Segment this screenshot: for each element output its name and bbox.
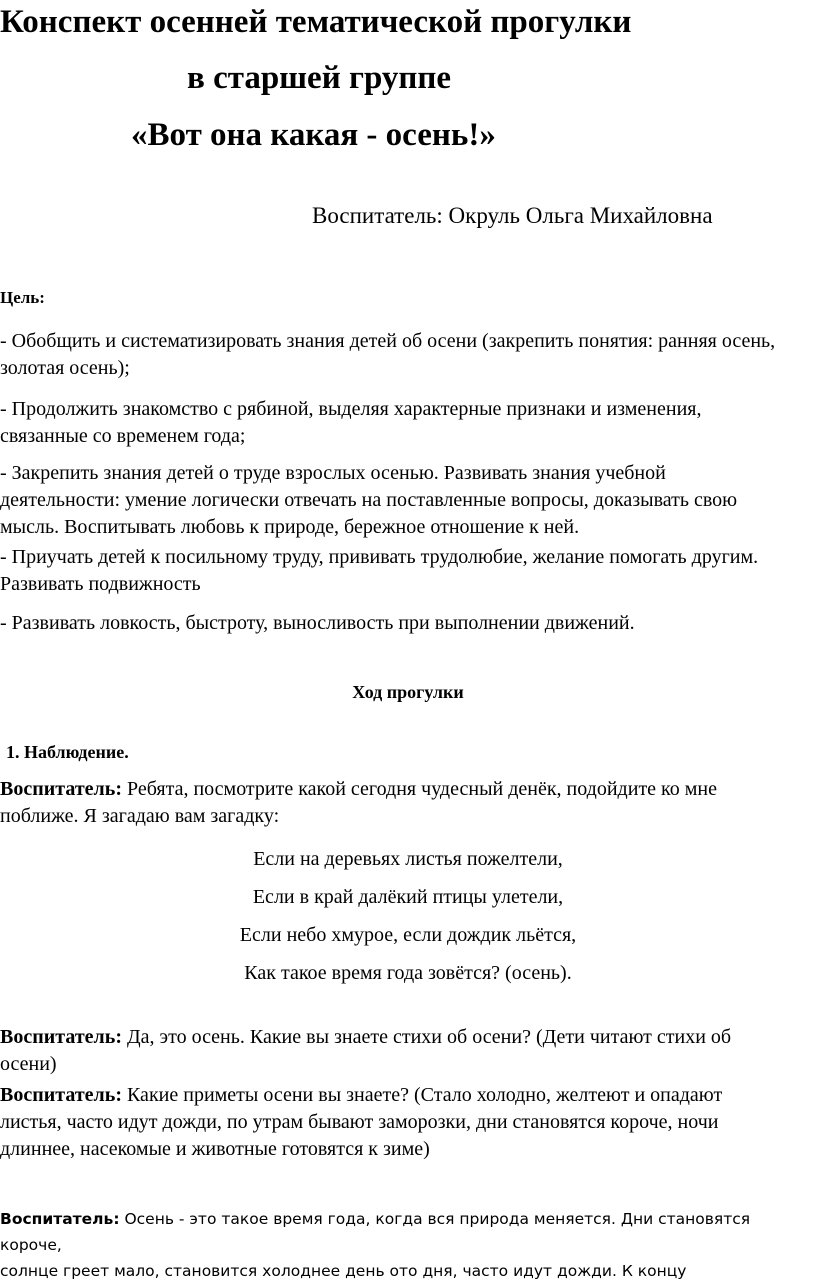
title-line-2: в старшей группе — [187, 60, 452, 96]
goal-item-line: - Обобщить и систематизировать знания детей об осени (закрепить понятия: ранняя осень, — [0, 330, 776, 352]
goal-item-line: - Приучать детей к посильному труду, прививать трудолюбие, желание помогать другим. — [0, 546, 759, 568]
riddle-line: Если небо хмурое, если дождик льётся, — [239, 924, 577, 946]
title-line-3: «Вот она какая - осень!» — [131, 117, 496, 153]
dialogue-line: осени) — [0, 1053, 57, 1075]
section-1-heading: 1. Наблюдение. — [6, 742, 129, 762]
dialogue-line: листья, часто идут дожди, по утрам бывают заморозки, дни становятся короче, ночи — [0, 1111, 719, 1133]
speaker-label: Воспитатель: — [0, 1084, 122, 1106]
goal-heading: Цель: — [0, 288, 45, 307]
riddle-line: Если в край далёкий птицы улетели, — [252, 886, 564, 908]
dialogue-line: Какие приметы осени вы знаете? (Стало холодно, желтеют и опадают — [126, 1084, 723, 1106]
dialogue-line: поближе. Я загадаю вам загадку: — [0, 805, 280, 827]
goal-item-line: - Закрепить знания детей о труде взрослых осенью. Развивать знания учебной — [0, 462, 666, 484]
dialogue-line: Да, это осень. Какие вы знаете стихи об осени? (Дети читают стихи об — [126, 1026, 732, 1048]
speaker-label: Воспитатель: — [0, 1210, 120, 1228]
author-line: Воспитатель: Окруль Ольга Михайловна — [312, 203, 713, 228]
dialogue-line: Осень - это такое время года, когда вся природа меняется. Дни становятся короче, — [0, 1210, 751, 1254]
walk-heading: Ход прогулки — [352, 682, 464, 702]
dialogue-line: длиннее, насекомые и животные готовятся к зиме) — [0, 1138, 430, 1160]
goal-item-line: - Развивать ловкость, быстроту, выносливость при выполнении движений. — [0, 612, 635, 634]
dialogue-line: Ребята, посмотрите какой сегодня чудесный денёк, подойдите ко мне — [126, 778, 717, 800]
speaker-label: Воспитатель: — [0, 778, 122, 800]
riddle-line: Если на деревьях листья пожелтели, — [253, 848, 563, 870]
goal-item-line: золотая осень); — [0, 357, 130, 379]
goal-item-3 — [0, 460, 812, 541]
dialogue-1 — [0, 776, 812, 830]
goal-item-line: связанные со временем года; — [0, 425, 246, 447]
goal-item-2 — [0, 396, 812, 450]
dialogue-2 — [0, 1024, 812, 1078]
riddle — [0, 840, 816, 992]
goal-item-1 — [0, 328, 812, 382]
goal-item-line: деятельности: умение логически отвечать на поставленные вопросы, доказывать свою — [0, 489, 738, 511]
goal-item-5 — [0, 610, 812, 637]
riddle-line: Как такое время года зовётся? (осень). — [244, 962, 572, 984]
goal-item-line: - Продолжить знакомство с рябиной, выделяя характерные признаки и изменения, — [0, 398, 702, 420]
title-line-1: Конспект осенней тематической прогулки — [0, 4, 632, 40]
goal-item-line: мысль. Воспитывать любовь к природе, бережное отношение к ней. — [0, 516, 580, 538]
goal-item-4 — [0, 544, 812, 598]
dialogue-line: солнце греет мало, становится холоднее день ото дня, часто идут дожди. К концу — [0, 1262, 687, 1280]
dialogue-4 — [0, 1206, 812, 1284]
goal-item-line: Развивать подвижность — [0, 573, 201, 595]
dialogue-3 — [0, 1082, 812, 1163]
speaker-label: Воспитатель: — [0, 1026, 122, 1048]
